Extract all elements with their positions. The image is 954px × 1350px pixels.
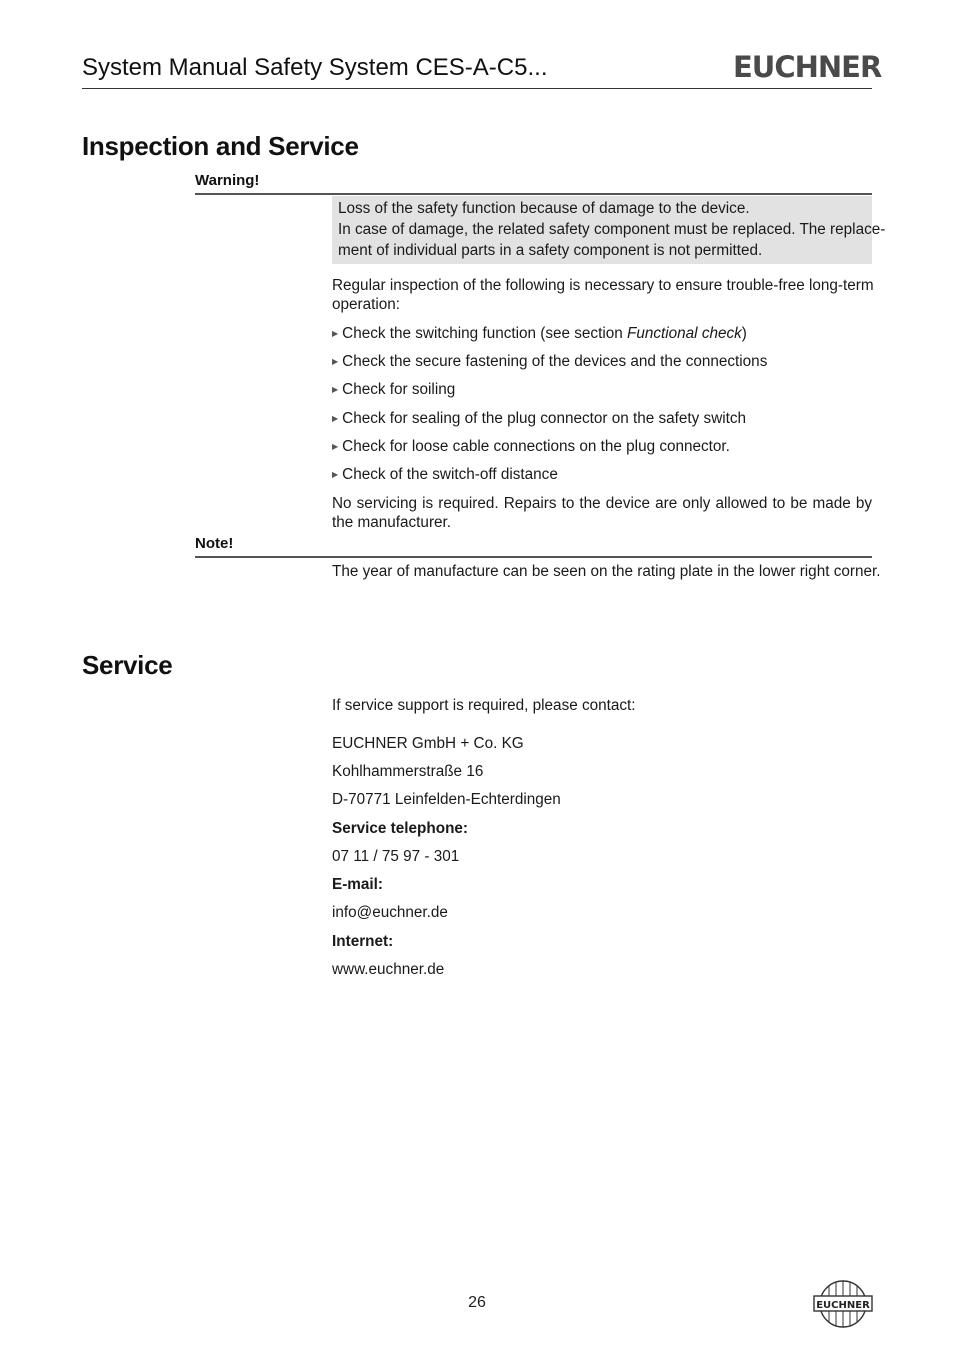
- bullet-arrow-icon: ▶: [332, 470, 339, 479]
- bullet-arrow-icon: ▶: [332, 329, 339, 338]
- checklist-item: ▶ Check for loose cable connections on the plug connector.: [332, 438, 730, 455]
- bullet-arrow-icon: ▶: [332, 414, 339, 423]
- telephone-label: Service telephone:: [332, 820, 469, 837]
- checklist-item: ▶ Check of the switch-off distance: [332, 466, 558, 483]
- brand-logo: EUCHNER: [733, 50, 882, 84]
- servicing-text-line: the manufacturer.: [332, 514, 452, 531]
- intro-text-line: Regular inspection of the following is necessary to ensure trouble-free long-term: [332, 277, 874, 294]
- note-divider: [195, 556, 872, 558]
- checklist-item: ▶ Check the switching function (see section Functional check): [332, 325, 747, 342]
- email-label: E-mail:: [332, 876, 383, 893]
- warning-label: Warning!: [195, 172, 260, 189]
- checklist-item: ▶ Check for sealing of the plug connector on the safety switch: [332, 410, 747, 427]
- note-label: Note!: [195, 535, 234, 552]
- checklist-item: ▶ Check for soiling: [332, 381, 456, 398]
- seal-text: EUCHNER: [816, 1300, 870, 1311]
- bullet-arrow-icon: ▶: [332, 357, 339, 366]
- bullet-arrow-icon: ▶: [332, 385, 339, 394]
- header-divider: [82, 88, 872, 89]
- street-address: Kohlhammerstraße 16: [332, 763, 484, 780]
- servicing-text-line: No servicing is required. Repairs to the device are only allowed to be made by: [332, 495, 872, 512]
- document-title: System Manual Safety System CES-A-C5...: [82, 54, 548, 81]
- internet-link[interactable]: www.euchner.de: [332, 961, 445, 978]
- warning-text-line: In case of damage, the related safety component must be replaced. The replace-: [338, 221, 886, 238]
- warning-text-line: Loss of the safety function because of damage to the device.: [338, 200, 750, 217]
- bullet-arrow-icon: ▶: [332, 442, 339, 451]
- page-number: 26: [468, 1294, 486, 1311]
- city-address: D-70771 Leinfelden-Echterdingen: [332, 791, 561, 808]
- company-name: EUCHNER GmbH + Co. KG: [332, 735, 524, 752]
- warning-text-line: ment of individual parts in a safety component is not permitted.: [338, 242, 763, 259]
- checklist-item: ▶ Check the secure fastening of the devices and the connections: [332, 353, 768, 370]
- section-heading-service: Service: [82, 650, 173, 680]
- section-heading-inspection: Inspection and Service: [82, 131, 359, 161]
- service-intro: If service support is required, please contact:: [332, 697, 636, 714]
- note-text: The year of manufacture can be seen on the rating plate in the lower right corner.: [332, 563, 881, 580]
- intro-text-line: operation:: [332, 296, 401, 313]
- telephone-number: 07 11 / 75 97 - 301: [332, 848, 460, 865]
- euchner-seal-icon: [812, 1278, 874, 1330]
- email-link[interactable]: info@euchner.de: [332, 904, 448, 921]
- warning-divider: [195, 193, 872, 195]
- internet-label: Internet:: [332, 933, 394, 950]
